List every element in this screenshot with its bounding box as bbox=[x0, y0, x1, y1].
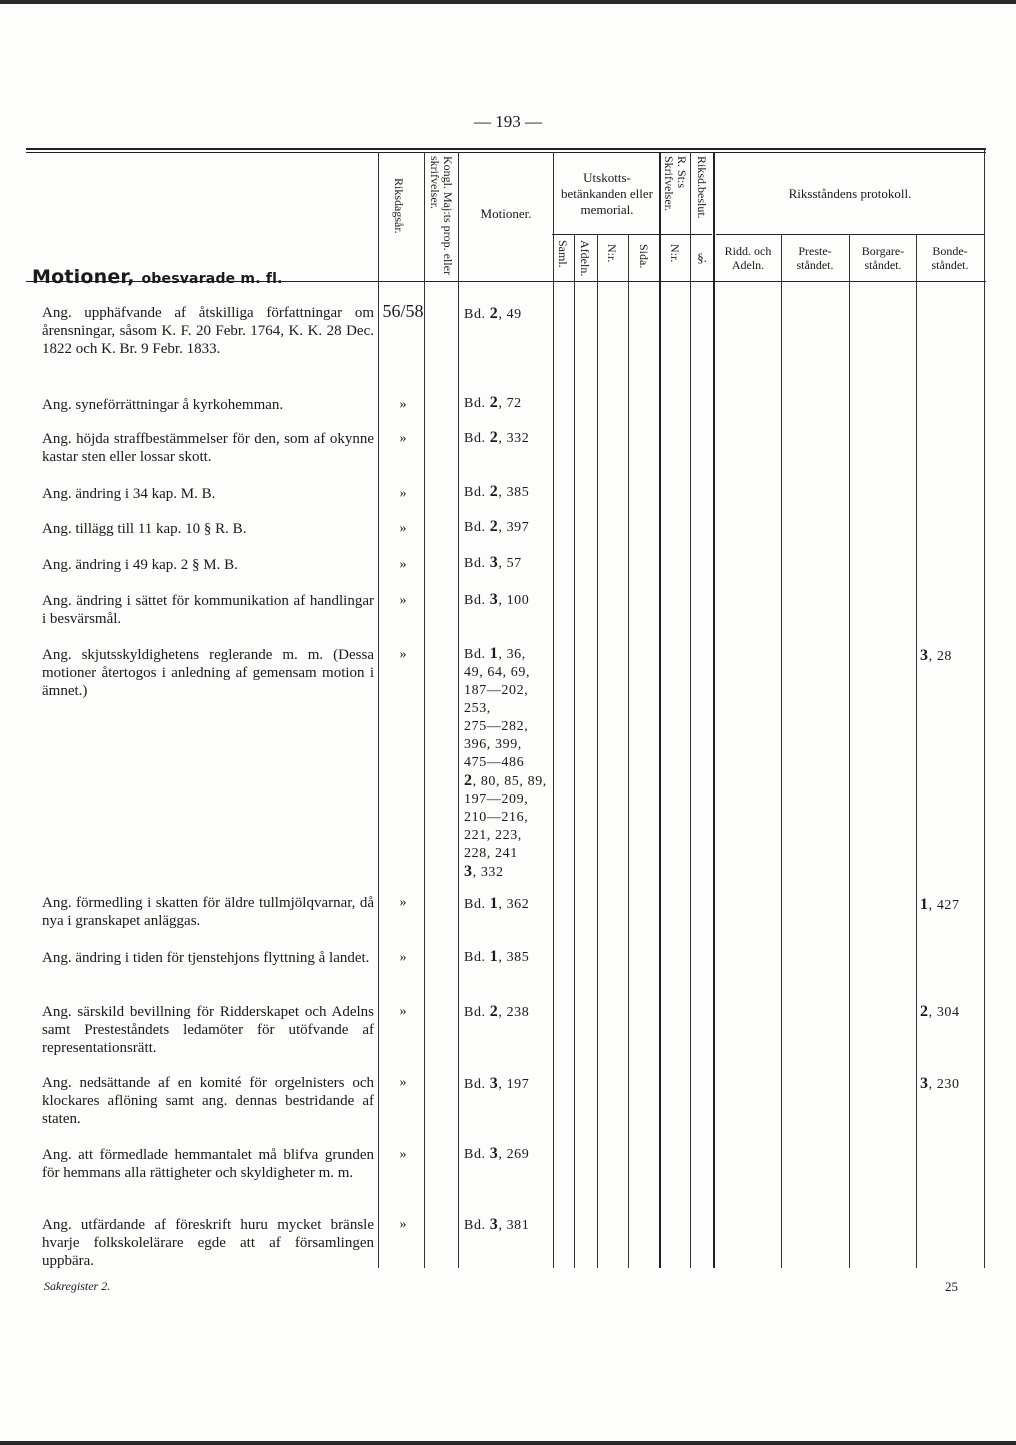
motion-pages: 385 bbox=[506, 485, 530, 500]
entry-text: Ang. nedsättande af en komité för orgelnisters och klockares aflöning samt ang. dennas bestridande af staten. bbox=[42, 1075, 374, 1127]
entry-motion: Bd. 1, 362 bbox=[464, 895, 530, 912]
header-rstis: R. St:s Skrifvelser. bbox=[662, 156, 689, 211]
bonde-bd: 3 bbox=[920, 1075, 929, 1092]
entry-motion: Bd. 1, 36, 49, 64, 69, 187—202, 253, 275—282, 396, 399, 475—486 2, 80, 85, 89, 197—209, 210—216, 221, 223, 228, 241 3, 332 bbox=[464, 645, 547, 880]
motion-pages: 362 bbox=[506, 897, 530, 912]
bonde-page: 28 bbox=[936, 649, 953, 664]
motion-pages: 385 bbox=[506, 950, 530, 965]
page-number: — 193 — bbox=[474, 112, 542, 131]
header-preste: Preste-ståndet. bbox=[796, 244, 834, 272]
bd-label: Bd. bbox=[464, 950, 486, 965]
header-ridd: Ridd. och Adeln. bbox=[724, 244, 772, 272]
entry-year: » bbox=[399, 521, 407, 536]
bonde-ref: 3, 230 bbox=[920, 1075, 960, 1092]
entry-text: Ang. ändring i tiden för tjenstehjons flyttning å landet. bbox=[42, 950, 370, 966]
entry-motion: Bd. 2, 49 bbox=[464, 305, 522, 322]
col-line-8 bbox=[659, 152, 661, 1268]
bd-label: Bd. bbox=[464, 485, 486, 500]
entry-year: » bbox=[399, 397, 407, 412]
bd-label: Bd. bbox=[464, 593, 486, 608]
motion-pages-2: 80, 85, 89, 197—209, 210—216, 221, 223, 228, 241 bbox=[464, 774, 547, 861]
entry-motion: Bd. 2, 238 bbox=[464, 1003, 530, 1020]
col-line-12 bbox=[849, 234, 850, 1268]
bd-label: Bd. bbox=[464, 897, 486, 912]
motion-pages: 397 bbox=[506, 520, 530, 535]
bd-number: 2 bbox=[489, 1003, 499, 1020]
entry-year: » bbox=[399, 593, 407, 608]
entry-text: Ang. skjutsskyldighetens reglerande m. m. (Dessa motioner återtogos i anledning af gemensam motion i ämnet.) bbox=[42, 647, 374, 699]
bd-number: 1 bbox=[489, 948, 499, 965]
bd-number: 3 bbox=[489, 591, 499, 608]
motion-pages: 100 bbox=[506, 593, 530, 608]
bd-number-2: 2 bbox=[464, 772, 473, 789]
entry-year: » bbox=[399, 950, 407, 965]
bottom-edge bbox=[0, 1441, 1016, 1445]
motion-pages: 238 bbox=[506, 1005, 530, 1020]
entry-text: Ang. höjda straffbestämmelser för den, som af okynne kastar sten eller lossar skott. bbox=[42, 431, 374, 465]
bonde-page: 304 bbox=[936, 1005, 960, 1020]
motion-pages: 36, 49, 64, 69, 187—202, 253, 275—282, 396, 399, 475—486 bbox=[464, 647, 531, 770]
bonde-ref: 2, 304 bbox=[920, 1003, 960, 1020]
bonde-page: 427 bbox=[936, 898, 960, 913]
entry-motion: Bd. 3, 381 bbox=[464, 1216, 530, 1233]
section-title bbox=[32, 266, 283, 288]
entry-motion: Bd. 2, 332 bbox=[464, 429, 530, 446]
col-line-3 bbox=[458, 152, 459, 1268]
entry-motion: Bd. 1, 385 bbox=[464, 948, 530, 965]
bd-number: 1 bbox=[489, 895, 499, 912]
header-bonde: Bonde-ståndet. bbox=[931, 244, 969, 272]
section-subtitle: obesvarade m. fl. bbox=[141, 271, 283, 287]
col-line-13 bbox=[916, 234, 917, 1268]
bd-label: Bd. bbox=[464, 556, 486, 571]
motion-pages: 332 bbox=[506, 431, 530, 446]
header-motioner: Motioner. bbox=[480, 206, 532, 221]
motion-pages: 49 bbox=[506, 307, 522, 322]
bd-number: 3 bbox=[489, 1216, 499, 1233]
entry-motion: Bd. 2, 397 bbox=[464, 518, 530, 535]
bd-number-3: 3 bbox=[464, 863, 473, 880]
entry-year: » bbox=[399, 1004, 407, 1019]
header-utskott: Utskotts-betänkanden eller memorial. bbox=[560, 170, 654, 217]
footer-sheet-number: 25 bbox=[945, 1279, 958, 1294]
entry-text: Ang. förmedling i skatten för äldre tullmjölqvarnar, då nya i granskapet anläggas. bbox=[42, 895, 374, 929]
entry-year: 56/58 bbox=[382, 301, 424, 321]
bd-number: 3 bbox=[489, 554, 499, 571]
motion-pages-3: 332 bbox=[480, 865, 504, 880]
bonde-bd: 1 bbox=[920, 896, 929, 913]
bd-number: 3 bbox=[489, 1145, 499, 1162]
bd-number: 2 bbox=[489, 394, 499, 411]
header-nr: N:r. bbox=[605, 244, 619, 263]
section-title-main: Motioner, bbox=[32, 266, 135, 288]
bd-number: 2 bbox=[489, 518, 499, 535]
utskott-sub-rule bbox=[552, 234, 712, 235]
header-kongl: Kongl. Maj:ts prop. eller skrifvelser. bbox=[428, 156, 455, 275]
bd-label: Bd. bbox=[464, 1077, 486, 1092]
bonde-page: 230 bbox=[936, 1077, 960, 1092]
col-line-5 bbox=[574, 234, 575, 1268]
header-afdeln: Afdeln. bbox=[578, 240, 592, 277]
entry-year: » bbox=[399, 1217, 407, 1232]
entry-motion: Bd. 2, 72 bbox=[464, 394, 522, 411]
entry-year: » bbox=[399, 431, 407, 446]
entry-motion: Bd. 3, 100 bbox=[464, 591, 530, 608]
motion-pages: 197 bbox=[506, 1077, 530, 1092]
bonde-ref: 3, 28 bbox=[920, 647, 953, 664]
header-protokoll: Riksståndens protokoll. bbox=[788, 186, 912, 201]
motion-pages: 72 bbox=[506, 396, 522, 411]
bd-number: 2 bbox=[489, 483, 499, 500]
bd-label: Bd. bbox=[464, 520, 486, 535]
col-line-9 bbox=[690, 152, 691, 1268]
top-edge bbox=[0, 0, 1016, 4]
entry-year: » bbox=[399, 557, 407, 572]
bonde-ref: 1, 427 bbox=[920, 896, 960, 913]
entry-year: » bbox=[399, 895, 407, 910]
bd-label: Bd. bbox=[464, 431, 486, 446]
entry-text: Ang. tillägg till 11 kap. 10 § R. B. bbox=[42, 521, 247, 537]
motion-pages: 57 bbox=[506, 556, 522, 571]
col-line-6 bbox=[597, 234, 598, 1268]
bd-label: Bd. bbox=[464, 1005, 486, 1020]
header-saml: Saml. bbox=[556, 240, 570, 268]
entry-motion: Bd. 3, 197 bbox=[464, 1075, 530, 1092]
entry-text: Ang. utfärdande af föreskrift huru mycket bränsle hvarje folkskolelärare egde att af församlingen uppbära. bbox=[42, 1217, 374, 1269]
entry-text: Ang. ändring i 34 kap. M. B. bbox=[42, 486, 216, 502]
header-riksdagsar: Riksdagsår. bbox=[392, 178, 406, 234]
col-line-14 bbox=[984, 148, 985, 1268]
bd-number: 2 bbox=[489, 429, 499, 446]
col-line-10 bbox=[713, 152, 715, 1268]
col-line-11 bbox=[781, 234, 782, 1268]
bd-number: 3 bbox=[489, 1075, 499, 1092]
motion-pages: 381 bbox=[506, 1218, 530, 1233]
entry-year: » bbox=[399, 1075, 407, 1090]
header-sida: Sida. bbox=[637, 244, 651, 269]
table-top-rule-2 bbox=[26, 152, 986, 153]
bd-label: Bd. bbox=[464, 1218, 486, 1233]
bonde-bd: 3 bbox=[920, 647, 929, 664]
table-top-rule bbox=[26, 148, 986, 150]
bd-label: Bd. bbox=[464, 647, 486, 662]
entry-text: Ang. syneförrättningar å kyrkohemman. bbox=[42, 397, 284, 413]
entry-year: » bbox=[399, 647, 407, 662]
bd-number: 2 bbox=[489, 305, 499, 322]
footer-sakregister: Sakregister 2. bbox=[44, 1279, 111, 1293]
bd-label: Bd. bbox=[464, 307, 486, 322]
header-riksdbeslut: Riksd.beslut. bbox=[695, 156, 709, 219]
entry-text: Ang. ändring i 49 kap. 2 § M. B. bbox=[42, 557, 238, 573]
bd-label: Bd. bbox=[464, 1147, 486, 1162]
bonde-bd: 2 bbox=[920, 1003, 929, 1020]
entry-text: Ang. upphäfvande af åtskilliga författningar om årensningar, såsom K. F. 20 Febr. 1764, K. K. 28 Dec. 1822 och K. Br. 9 Febr. 1833. bbox=[42, 305, 374, 357]
header-paragraph: §. bbox=[697, 250, 707, 265]
bd-label: Bd. bbox=[464, 396, 486, 411]
entry-text: Ang. särskild bevillning för Ridderskapet och Adelns samt Presteståndets ledamöter för utöfvande af representationsrätt. bbox=[42, 1004, 374, 1056]
header-borgare: Borgare-ståndet. bbox=[861, 244, 905, 272]
entry-motion: Bd. 3, 57 bbox=[464, 554, 522, 571]
entry-year: » bbox=[399, 486, 407, 501]
entry-text: Ang. att förmedlade hemmantalet må blifva grunden för hemmans alla rättigheter och skyldigheter m. m. bbox=[42, 1147, 374, 1181]
entry-motion: Bd. 2, 385 bbox=[464, 483, 530, 500]
col-line-7 bbox=[628, 234, 629, 1268]
protokoll-sub-rule bbox=[716, 234, 984, 235]
entry-year: » bbox=[399, 1147, 407, 1162]
entry-motion: Bd. 3, 269 bbox=[464, 1145, 530, 1162]
bd-number: 1 bbox=[489, 645, 499, 662]
header-rstis-nr: N:r. bbox=[668, 244, 682, 263]
entry-text: Ang. ändring i sättet för kommunikation af handlingar i besvärsmål. bbox=[42, 593, 374, 627]
motion-pages: 269 bbox=[506, 1147, 530, 1162]
